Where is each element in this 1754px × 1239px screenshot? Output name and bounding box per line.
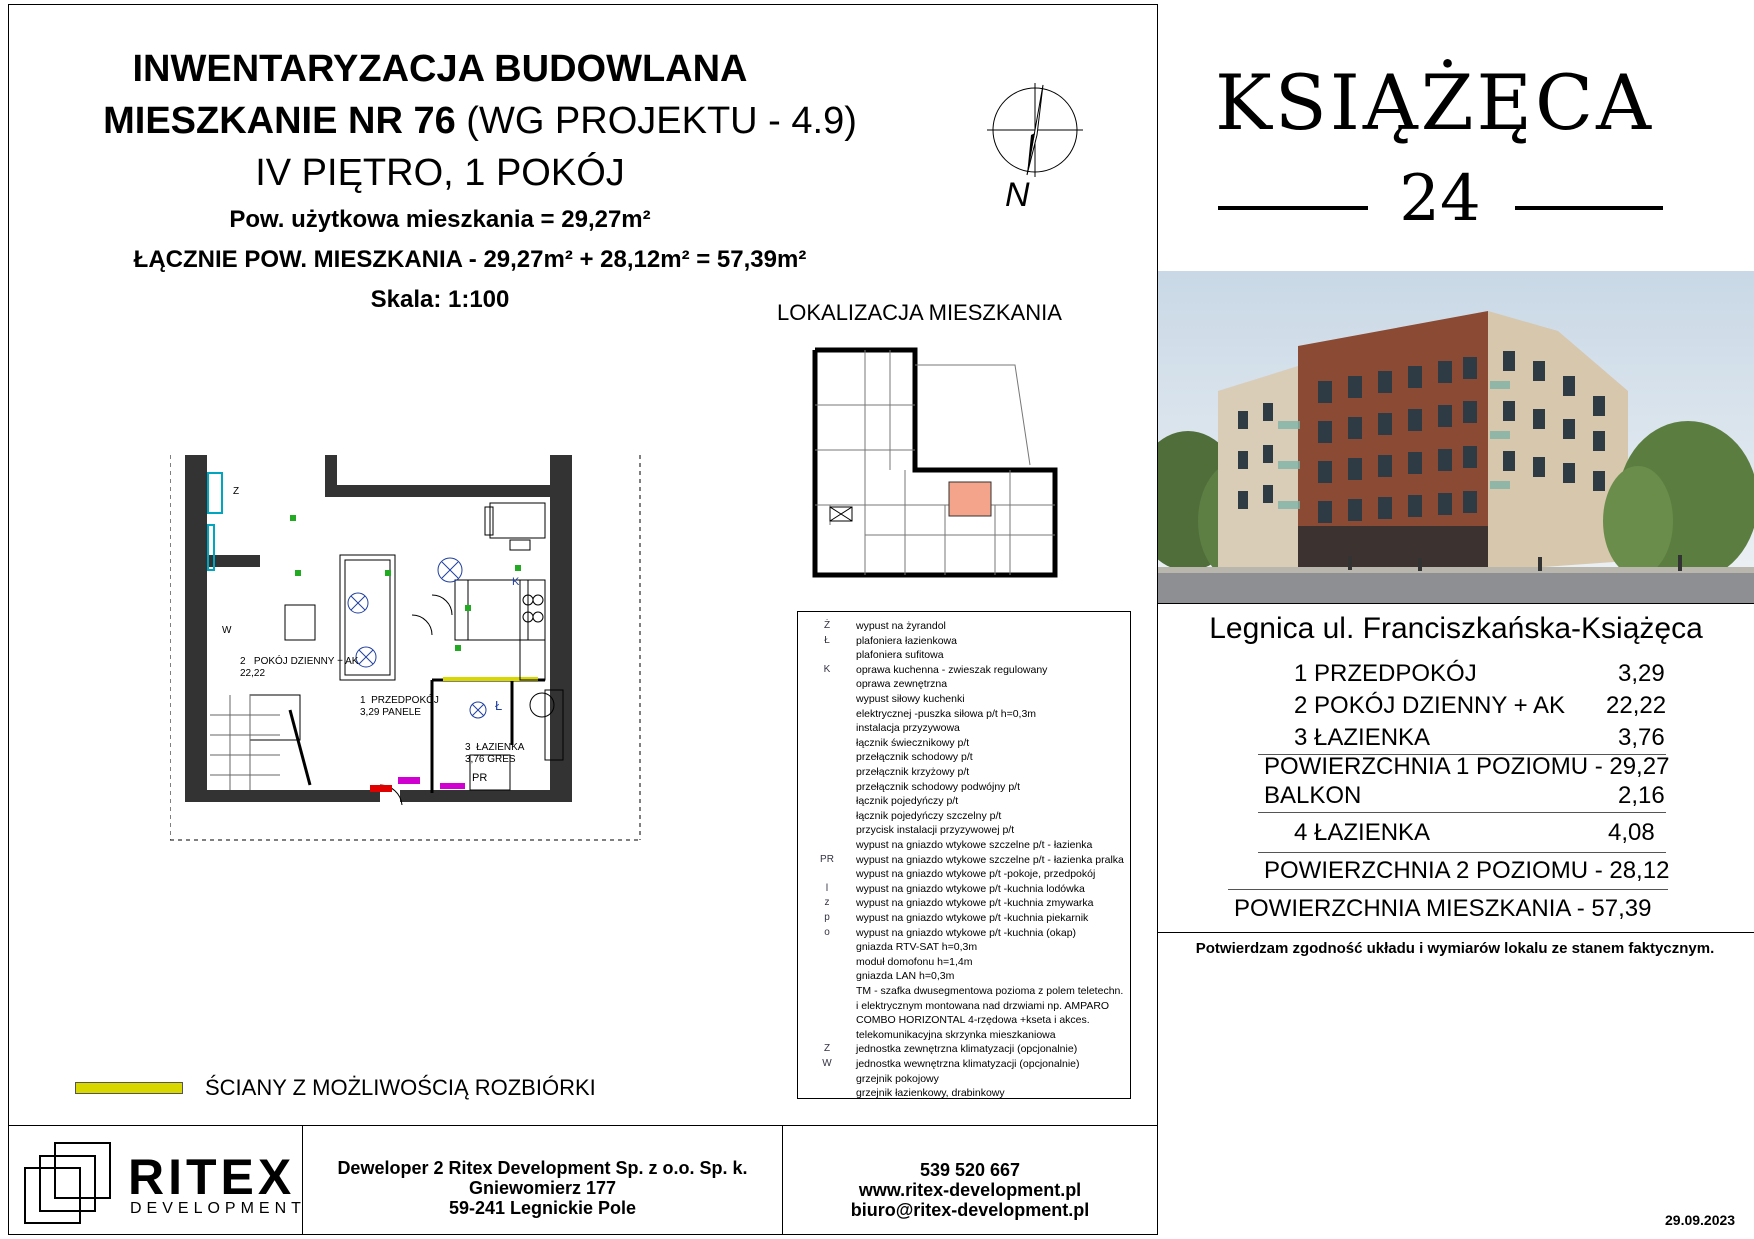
legend-item [798,751,1130,765]
legend-text: przełącznik schodowy p/t [856,751,973,764]
legend-item [798,722,1130,736]
contact-web[interactable]: www.ritex-development.pl [858,1180,1082,1200]
legend-text: i elektrycznym montowana nad drzwiami np. AMPARO [856,999,1110,1012]
legend-symbol: p [824,912,830,923]
legend-text: wypust na gniazdo wtykowe szczelne p/t - łazienka pralka [856,853,1124,866]
legend-text: łącznik pojedyńczy p/t [856,795,959,808]
legend-item [798,664,1130,678]
plan-label-l: Ł [495,698,503,713]
legend-symbol: Z [823,1043,831,1055]
logo-name: RITEX [128,1149,296,1205]
compass-icon [975,75,1095,215]
area-row-4: 4 ŁAZIENKA [1294,819,1431,846]
room1-area: 3,29 [360,707,380,718]
area-row-3-val: 3,76 [1618,724,1665,751]
area-row-3: 3 ŁAZIENKA [1294,724,1431,751]
legend-item [798,985,1130,999]
areas-bottom-rule [1158,932,1754,933]
area-rule-4 [1228,889,1668,890]
legend-item [798,970,1130,984]
brand-title: KSIĄŻĘCA [1215,58,1655,147]
areas-table [1158,652,1754,932]
legend-text: plafoniera łazienkowa [856,634,957,647]
legend-item [798,1029,1130,1043]
legend-text: gniazda LAN h=0,3m [856,970,955,983]
legend-symbol: Ż [823,620,831,631]
legend-text: TM - szafka dwusegmentowa pozioma z polem teletechn. [856,985,1124,997]
legend-text: moduł domofonu h=1,4m [856,955,973,968]
room3-finish: GRES [487,754,516,765]
area-row-2: 2 POKÓJ DZIENNY + AK [1294,692,1565,719]
legend-text: wypust na żyrandol [856,620,946,632]
legend-list [798,612,1130,1098]
plan-label-pr: PR [472,772,488,784]
legend-item [798,649,1130,663]
developer-city: 59-241 Legnickie Pole [448,1198,637,1218]
legend-text: jednostka wewnętrzna klimatyzacji (opcjonalnie) [856,1058,1080,1070]
room2-label [240,656,358,680]
room2-num: 2 [240,656,246,667]
location-title: LOKALIZACJA MIESZKANIA [777,300,1062,325]
walls-swatch [75,1082,183,1094]
plan-label-w: W [222,625,232,636]
legend-text: telekomunikacyjna skrzynka mieszkaniowa [856,1028,1056,1041]
legend-text: przełącznik schodowy podwójny p/t [856,780,1021,793]
room2-area: 22,22 [240,668,266,679]
legend-text: elektrycznej -puszka siłowa p/t h=0,3m [856,707,1037,720]
legend-item [798,810,1130,824]
building-image [1158,271,1754,603]
legend-item [798,868,1130,882]
legend-text: wypust na gniazdo wtykowe p/t -pokoje, przedpokój [856,868,1096,881]
area-row-balcony-val: 2,16 [1618,782,1665,809]
room3-area: 3,76 [465,754,485,765]
legend-item [798,883,1130,897]
legend-item [798,708,1130,722]
area-total: POWIERZCHNIA MIESZKANIA - 57,39 [1234,895,1652,922]
legend-text: grzejnik łazienkowy, drabinkowy [856,1087,1005,1099]
floor-plan [170,455,650,845]
contact-email[interactable]: biuro@ritex-development.pl [850,1200,1090,1220]
address: Legnica ul. Franciszkańska-Książęca [1209,612,1703,645]
legend-item [798,839,1130,853]
legend-text: plafoniera sufitowa [856,649,944,662]
area-row-4-val: 4,08 [1608,819,1655,846]
area-row-1 [1294,660,1477,688]
legend-text: gniazda RTV-SAT h=0,3m [856,941,978,954]
legend-text: COMBO HORIZONTAL 4-rzędowa +kseta i akces. [856,1014,1090,1027]
title-floor: IV PIĘTRO, 1 POKÓJ [255,152,625,194]
legend-item [798,1087,1130,1099]
brand-number: 24 [1399,162,1481,236]
room1-finish: PANELE [382,707,421,718]
legend-symbol: Ł [824,634,830,646]
contact-phone[interactable]: 539 520 667 [919,1160,1021,1180]
area-rule-3 [1258,852,1666,853]
legend-text: wypust na gniazdo wtykowe p/t -kuchnia zmywarka [856,897,1094,910]
legend-symbol: o [824,926,830,938]
legend-text: wypust na gniazdo wtykowe szczelne p/t - łazienka [856,839,1093,851]
confirmation: Potwierdzam zgodność układu i wymiarów lokalu ze stanem faktycznym. [1195,940,1715,957]
apartment-number: MIESZKANIE NR 76 [103,100,456,142]
legend-item [798,912,1130,926]
area-row-balcony: BALKON [1264,782,1362,809]
legend-item [798,795,1130,809]
legend-item [798,693,1130,707]
footer-divider-v1 [302,1125,303,1235]
logo-sub: DEVELOPMENT [130,1200,306,1217]
legend-item [798,941,1130,955]
legend-symbol: l [825,882,829,894]
legend-item [798,824,1130,838]
legend-item [798,1000,1130,1014]
legend-symbol: z [824,897,830,909]
developer-name: Deweloper 2 Ritex Development Sp. z o.o. Sp. k. [337,1158,748,1178]
plan-label-z: Z [233,486,240,497]
apartment-project: (WG PROJEKTU - 4.9) [455,100,857,142]
legend-text: jednostka zewnętrzna klimatyzacji (opcjonalnie) [856,1043,1078,1056]
legend-text: instalacja przyzywowa [856,722,960,735]
brand-rule-left [1218,206,1368,210]
area-rule-2 [1258,812,1666,813]
area-level1: POWIERZCHNIA 1 POZIOMU - 29,27 [1264,753,1670,780]
legend-text: przełącznik krzyżowy p/t [856,766,970,778]
footer-divider [8,1125,1158,1126]
legend-text: przycisk instalacji przyzywowej p/t [856,824,1015,837]
legend-text: łącznik pojedyńczy szczelny p/t [856,809,1002,822]
footer-divider-v2 [782,1125,783,1235]
legend-symbol: K [823,663,831,675]
legend-item [798,1073,1130,1087]
room1-label [360,695,439,719]
legend-text: wypust na gniazdo wtykowe p/t -kuchnia lodówka [856,882,1085,895]
scale: Skala: 1:100 [370,286,510,313]
room3-num: 3 [465,742,471,753]
legend-item [798,766,1130,780]
room1-name: PRZEDPOKÓJ [371,695,439,706]
developer-address: Gniewomierz 177 [468,1178,617,1198]
room2-name: POKÓJ DZIENNY + AK [253,656,359,667]
legend-item [798,781,1130,795]
room1-num: 1 [360,695,366,706]
legend-box [797,611,1131,1099]
title-apartment [60,100,900,143]
ritex-logo-icon [20,1138,120,1228]
plan-label-k: K [512,576,520,588]
title-inventory: INWENTARYZACJA BUDOWLANA [132,48,748,90]
area-level2: POWIERZCHNIA 2 POZIOMU - 28,12 [1264,857,1670,884]
legend-text: wypust siłowy kuchenki [856,693,965,705]
legend-item [798,927,1130,941]
legend-text: grzejnik pokojowy [856,1072,939,1085]
legend-text: wypust na gniazdo wtykowe p/t -kuchnia (okap) [856,926,1077,939]
legend-item [798,620,1130,634]
legend-text: oprawa zewnętrzna [856,678,948,691]
legend-item [798,897,1130,911]
legend-item [798,678,1130,692]
area-row-2-val: 22,22 [1606,692,1667,719]
area-row-1-val: 3,29 [1618,660,1665,687]
compass-label: N [1005,176,1030,214]
legend-item [798,956,1130,970]
legend-item [798,1014,1130,1028]
legend-item [798,737,1130,751]
legend-item [798,1058,1130,1072]
right-image-bottom-rule [1158,603,1754,604]
location-plan [805,345,1065,580]
legend-symbol: PR [820,853,834,865]
legend-symbol: W [822,1058,832,1069]
legend-text: łącznik świecznikowy p/t [856,736,970,749]
legend-item [798,635,1130,649]
usable-area: Pow. użytkowa mieszkania = 29,27m² [229,206,651,233]
legend-item [798,854,1130,868]
total-area: ŁĄCZNIE POW. MIESZKANIA - 29,27m² + 28,12m² = 57,39m² [133,246,807,273]
room3-name: ŁAZIENKA [476,742,525,753]
area-row-1-label: 1 PRZEDPOKÓJ [1294,660,1477,687]
legend-text: wypust na gniazdo wtykowe p/t -kuchnia piekarnik [856,912,1089,924]
legend-item [798,1043,1130,1057]
walls-note: ŚCIANY Z MOŻLIWOŚCIĄ ROZBIÓRKI [205,1075,596,1100]
legend-text: oprawa kuchenna - zwieszak regulowany [856,663,1048,676]
brand-rule-right [1515,206,1663,210]
date: 29.09.2023 [1665,1212,1736,1228]
room3-label [465,742,524,766]
